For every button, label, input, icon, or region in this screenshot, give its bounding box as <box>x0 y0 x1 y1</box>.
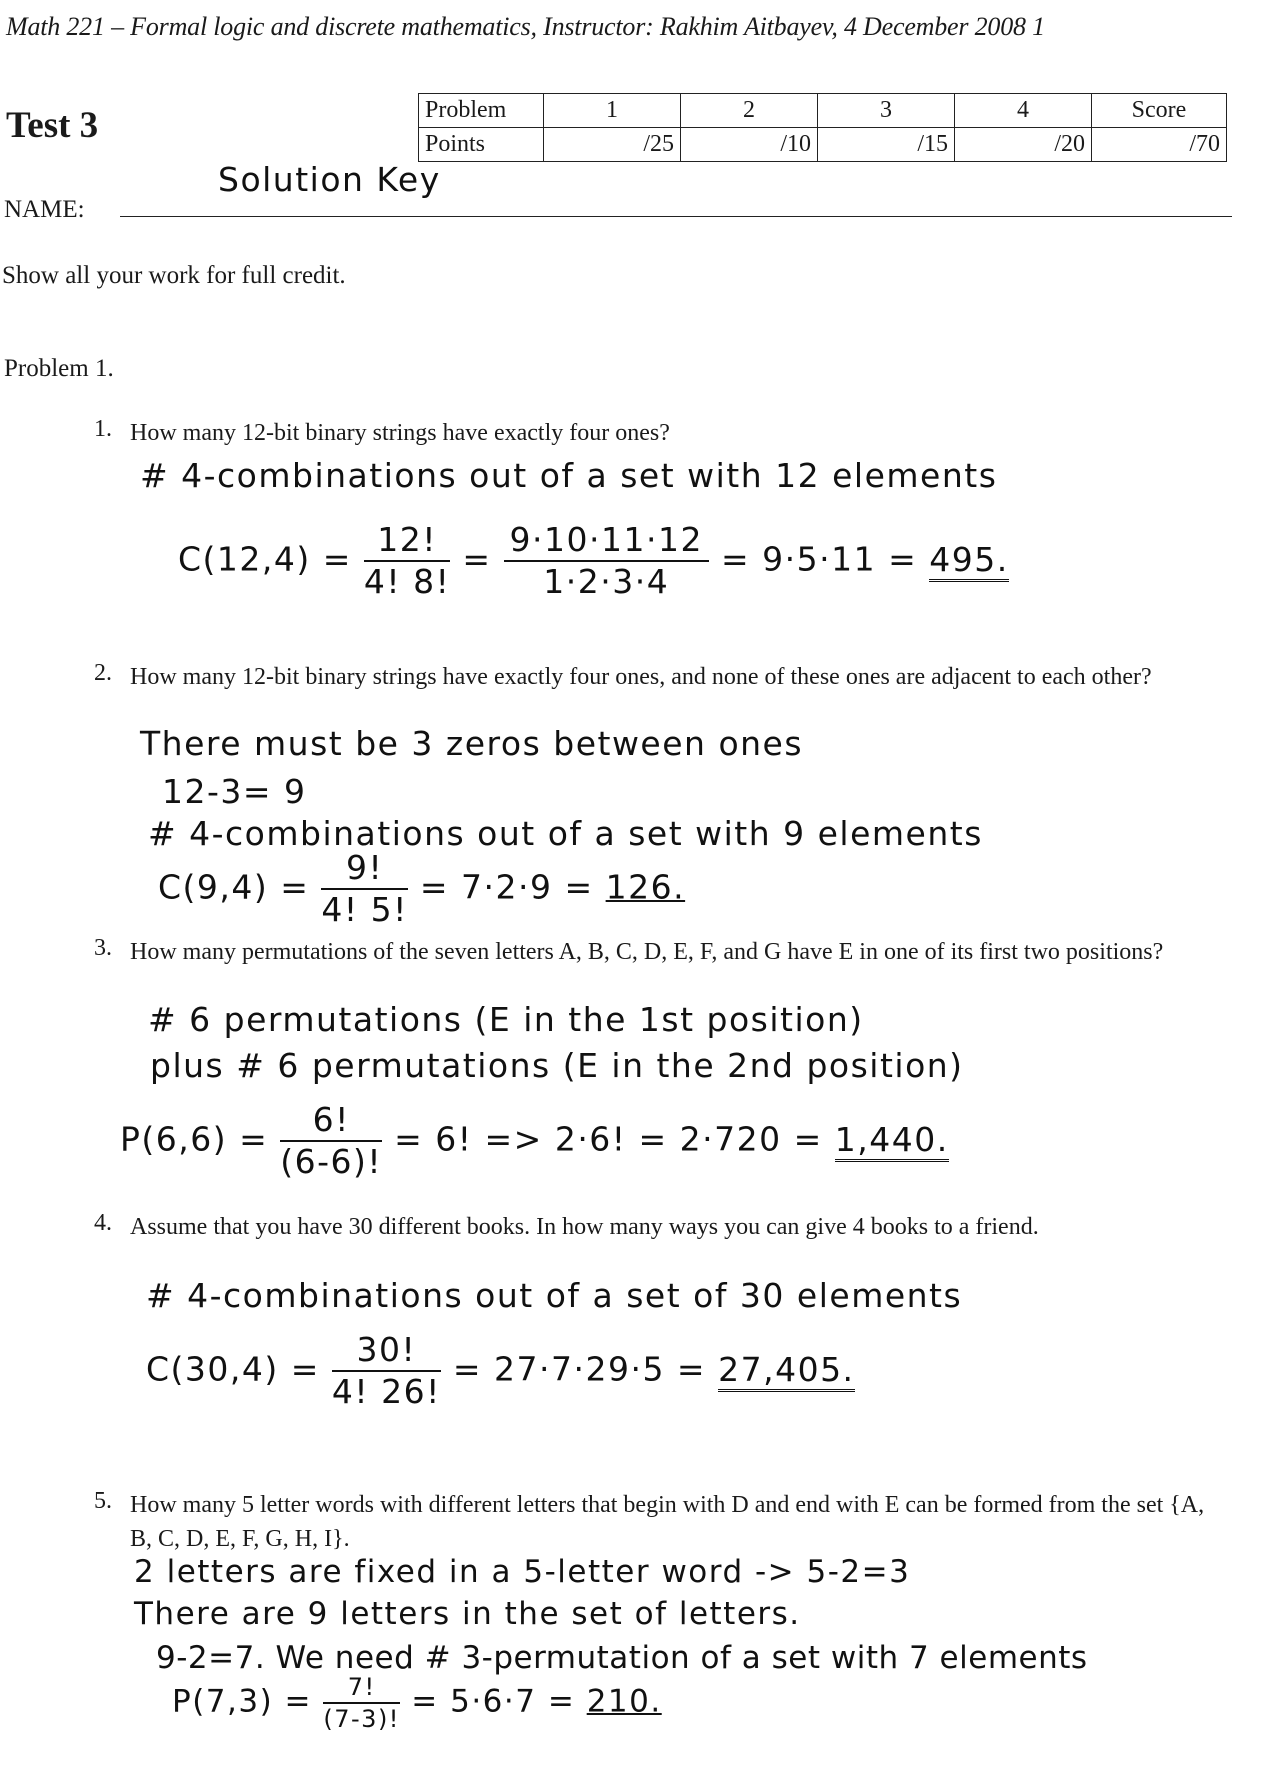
question-number: 3. <box>94 935 112 961</box>
fraction <box>280 1100 382 1182</box>
equation-rhs: = 27·7·29·5 = <box>452 1349 707 1389</box>
score-table-col-2: 2 <box>681 94 818 128</box>
equation-answer: 126. <box>605 867 686 907</box>
work-line: There are 9 letters in the set of letters. <box>134 1596 801 1632</box>
score-table-problem-label: Problem <box>419 94 544 128</box>
score-table-col-score: Score <box>1092 94 1227 128</box>
fraction-numerator: 7! <box>323 1672 400 1704</box>
fraction-numerator: 12! <box>364 520 450 562</box>
name-underline <box>120 216 1232 217</box>
name-value: Solution Key <box>218 160 441 199</box>
score-table-points-4: /20 <box>955 128 1092 162</box>
fraction-numerator: 9! <box>321 848 407 890</box>
work-line: # 4-combinations out of a set with 9 elements <box>148 814 983 853</box>
work-equation: C(12,4) = $\frac{12!}{4! 8!}$ = $\frac{9\cdot 10\cdot 11\cdot 12}{1\cdot 2\cdot 3\cdot 4}$ = 9·5·11 = 495. <box>178 520 1009 601</box>
equation-rhs: = 7·2·9 = <box>419 867 594 907</box>
work-line: # 6 permutations (E in the 1st position) <box>148 1000 864 1039</box>
fraction-numerator: 9·10·11·12 <box>504 520 709 562</box>
score-table-points-1: /25 <box>544 128 681 162</box>
question-text: How many 12-bit binary strings have exactly four ones? <box>130 420 670 446</box>
fraction-numerator: 6! <box>280 1100 382 1142</box>
score-table <box>418 93 1227 162</box>
work-line: plus # 6 permutations (E in the 2nd position) <box>150 1046 964 1085</box>
question-number: 4. <box>94 1210 112 1236</box>
fraction <box>504 520 709 602</box>
equation-answer: 495. <box>929 540 1008 582</box>
work-line: 2 letters are fixed in a 5-letter word -> 5-2=3 <box>134 1554 911 1590</box>
score-table-points-label: Points <box>419 128 544 162</box>
equation-lhs: C(12,4) = <box>178 539 352 579</box>
equation-rhs: = 9·5·11 = <box>720 539 918 579</box>
fraction-numerator: 30! <box>332 1330 441 1372</box>
work-line: 12-3= 9 <box>162 772 307 811</box>
work-line: There must be 3 zeros between ones <box>140 724 804 763</box>
score-table-points-3: /15 <box>818 128 955 162</box>
instructions: Show all your work for full credit. <box>2 262 346 289</box>
work-equation <box>120 1100 949 1182</box>
question-text: How many 5 letter words with different letters that begin with D and end with E can be formed from the set {A, B, C, D, E, F, G, H, I}. <box>130 1492 1205 1552</box>
score-table-header-row <box>419 94 1227 128</box>
question-text: How many permutations of the seven letters A, B, C, D, E, F, and G have E in one of its first two positions? <box>130 939 1164 965</box>
fraction <box>323 1672 400 1734</box>
score-table-points-row <box>419 128 1227 162</box>
fraction-denominator: 1·2·3·4 <box>543 562 670 601</box>
equation-lhs: C(9,4) = <box>158 867 310 907</box>
score-table-col-4: 4 <box>955 94 1092 128</box>
work-line: # 4-combinations out of a set of 30 elements <box>146 1276 963 1315</box>
equation-answer: 210. <box>586 1683 662 1720</box>
fraction-denominator: (6-6)! <box>280 1142 383 1181</box>
fraction-denominator: 4! 26! <box>331 1372 441 1411</box>
course-header: Math 221 – Formal logic and discrete mathematics, Instructor: Rakhim Aitbayev, 4 December 2008 1 <box>6 12 1045 41</box>
work-equation <box>158 848 685 930</box>
score-table-points-total: /70 <box>1092 128 1227 162</box>
question-text: How many 12-bit binary strings have exactly four ones, and none of these ones are adjacent to each other? <box>130 664 1152 690</box>
score-table-points-2: /10 <box>681 128 818 162</box>
equation-rhs: = 5·6·7 = <box>411 1683 576 1720</box>
score-table-col-3: 3 <box>818 94 955 128</box>
equation-rhs: = 6! => 2·6! = 2·720 = <box>394 1119 823 1159</box>
fraction <box>321 848 407 930</box>
fraction <box>332 1330 441 1412</box>
question-number: 2. <box>94 660 112 686</box>
equation-answer: 27,405. <box>718 1350 854 1392</box>
fraction <box>364 520 450 602</box>
equation-answer: 1,440. <box>835 1120 949 1162</box>
question-number: 5. <box>94 1488 112 1514</box>
score-table-col-1: 1 <box>544 94 681 128</box>
question-number: 1. <box>94 416 112 442</box>
equation-lhs: P(6,6) = <box>120 1119 269 1159</box>
work-line: 9-2=7. We need # 3-permutation of a set with 7 elements <box>156 1640 1088 1676</box>
equation-lhs: P(7,3) = <box>172 1683 313 1720</box>
question-text: Assume that you have 30 different books. In how many ways you can give 4 books to a friend. <box>130 1214 1039 1240</box>
work-equation <box>146 1330 855 1412</box>
fraction-denominator: 4! 5! <box>321 890 408 929</box>
test-title: Test 3 <box>6 105 99 146</box>
fraction-denominator: (7-3)! <box>323 1705 400 1733</box>
fraction-denominator: 4! 8! <box>363 562 451 601</box>
work-line: # 4-combinations out of a set with 12 elements <box>140 456 998 495</box>
name-label: NAME: <box>4 196 85 223</box>
equation-lhs: C(30,4) = <box>146 1349 320 1389</box>
problem-heading: Problem 1. <box>4 355 114 382</box>
work-equation <box>172 1672 662 1734</box>
